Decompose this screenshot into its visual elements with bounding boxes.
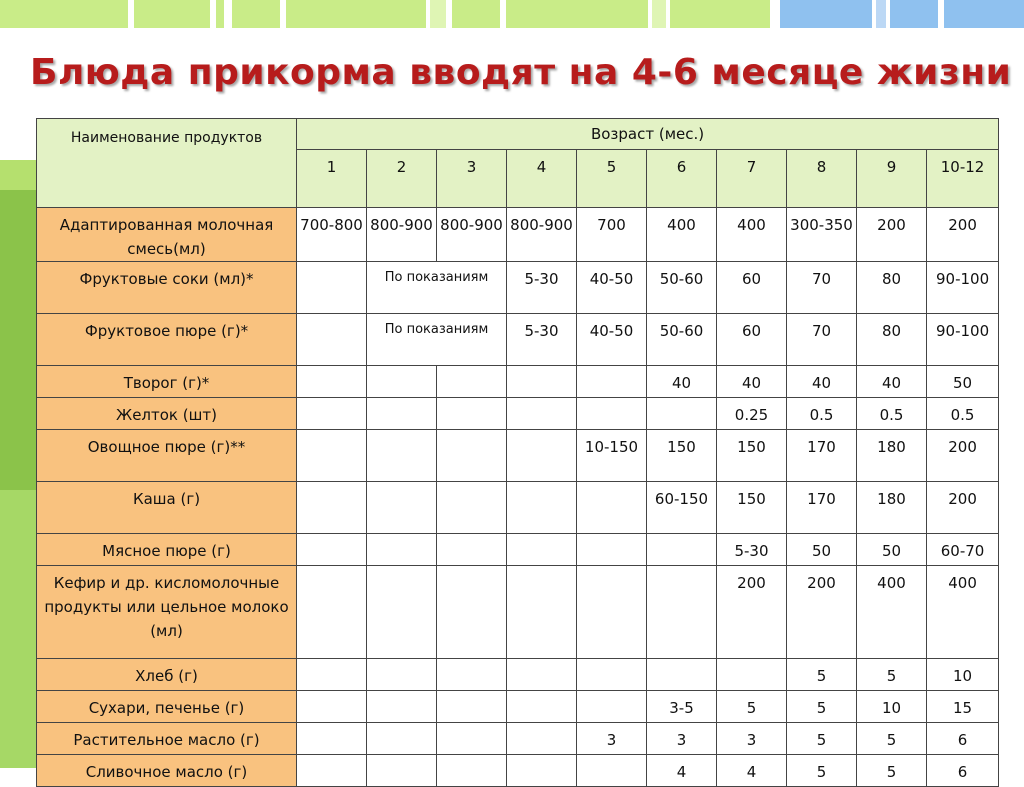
month-header: 6 (647, 150, 717, 208)
value-cell: 800-900 (437, 208, 507, 262)
feeding-table (36, 118, 999, 787)
value-cell (577, 398, 647, 430)
month-header: 9 (857, 150, 927, 208)
value-cell: 700 (577, 208, 647, 262)
left-strip-segment (0, 190, 36, 490)
top-bar-segment (430, 0, 446, 28)
value-cell: 3 (647, 723, 717, 755)
value-cell (437, 398, 507, 430)
month-header: 2 (367, 150, 437, 208)
value-cell: 15 (927, 691, 999, 723)
top-bar-segment (652, 0, 666, 28)
top-bar-segment (780, 0, 872, 28)
value-cell (367, 755, 437, 787)
value-cell: 5-30 (717, 534, 787, 566)
value-cell (437, 482, 507, 534)
value-cell: 200 (717, 566, 787, 659)
value-cell: 60 (717, 314, 787, 366)
value-cell: 5 (787, 691, 857, 723)
value-cell: 0.5 (787, 398, 857, 430)
table-row (37, 691, 999, 723)
value-cell: 5 (787, 659, 857, 691)
value-cell (507, 534, 577, 566)
value-cell: 10-150 (577, 430, 647, 482)
value-cell: 10 (857, 691, 927, 723)
product-name: Фруктовые соки (мл)* (37, 262, 297, 314)
value-cell: 170 (787, 430, 857, 482)
value-cell: 5 (717, 691, 787, 723)
value-cell: 0.25 (717, 398, 787, 430)
value-cell: 6 (927, 723, 999, 755)
value-cell (367, 366, 437, 398)
header-row-age (37, 119, 999, 150)
value-cell: 800-900 (367, 208, 437, 262)
top-bar-segment (0, 0, 128, 28)
table-row (37, 534, 999, 566)
value-cell: 70 (787, 314, 857, 366)
indication-cell: По показаниям (367, 314, 507, 366)
value-cell (507, 566, 577, 659)
value-cell: 40 (787, 366, 857, 398)
value-cell (437, 366, 507, 398)
value-cell: 700-800 (297, 208, 367, 262)
value-cell: 40-50 (577, 262, 647, 314)
value-cell: 60 (717, 262, 787, 314)
value-cell: 50 (857, 534, 927, 566)
table-row (37, 755, 999, 787)
month-header: 4 (507, 150, 577, 208)
value-cell (367, 534, 437, 566)
table-row (37, 262, 999, 314)
value-cell: 300-350 (787, 208, 857, 262)
product-name: Адаптированная молочная смесь(мл) (37, 208, 297, 262)
product-name: Творог (г)* (37, 366, 297, 398)
value-cell (577, 482, 647, 534)
month-header: 3 (437, 150, 507, 208)
value-cell (437, 534, 507, 566)
value-cell (437, 723, 507, 755)
value-cell (297, 534, 367, 566)
value-cell (647, 534, 717, 566)
table-row (37, 566, 999, 659)
top-bar-segment (216, 0, 224, 28)
value-cell: 200 (857, 208, 927, 262)
value-cell (367, 659, 437, 691)
product-name: Сухари, печенье (г) (37, 691, 297, 723)
table-row (37, 398, 999, 430)
value-cell (297, 482, 367, 534)
table-row (37, 430, 999, 482)
top-bar-segment (890, 0, 938, 28)
value-cell: 400 (717, 208, 787, 262)
value-cell (297, 566, 367, 659)
value-cell (577, 366, 647, 398)
value-cell: 200 (927, 482, 999, 534)
product-header: Наименование продуктов (37, 119, 297, 208)
value-cell (577, 534, 647, 566)
value-cell (437, 755, 507, 787)
left-decorative-strip (0, 160, 36, 768)
value-cell (367, 482, 437, 534)
left-strip-segment (0, 490, 36, 768)
left-strip-segment (0, 160, 36, 190)
value-cell (367, 566, 437, 659)
value-cell: 170 (787, 482, 857, 534)
value-cell: 40 (647, 366, 717, 398)
value-cell (437, 430, 507, 482)
value-cell: 150 (717, 482, 787, 534)
value-cell (297, 262, 367, 314)
value-cell: 5 (787, 755, 857, 787)
top-bar-segment (286, 0, 426, 28)
product-name: Сливочное масло (г) (37, 755, 297, 787)
value-cell: 40 (857, 366, 927, 398)
table-row (37, 482, 999, 534)
value-cell: 5 (857, 755, 927, 787)
value-cell (437, 691, 507, 723)
top-bar-segment (944, 0, 1024, 28)
table-row (37, 659, 999, 691)
value-cell: 200 (927, 430, 999, 482)
top-bar-segment (506, 0, 648, 28)
value-cell: 3-5 (647, 691, 717, 723)
value-cell: 3 (717, 723, 787, 755)
value-cell: 5 (857, 723, 927, 755)
product-name: Растительное масло (г) (37, 723, 297, 755)
value-cell (437, 566, 507, 659)
value-cell: 60-150 (647, 482, 717, 534)
value-cell: 180 (857, 482, 927, 534)
value-cell (297, 314, 367, 366)
value-cell (577, 566, 647, 659)
value-cell (647, 398, 717, 430)
value-cell: 70 (787, 262, 857, 314)
value-cell (507, 659, 577, 691)
value-cell (647, 659, 717, 691)
value-cell: 400 (927, 566, 999, 659)
value-cell: 5 (857, 659, 927, 691)
value-cell: 6 (927, 755, 999, 787)
value-cell (297, 366, 367, 398)
top-bar-segment (876, 0, 886, 28)
value-cell: 400 (647, 208, 717, 262)
product-name: Желток (шт) (37, 398, 297, 430)
value-cell (297, 691, 367, 723)
value-cell (507, 755, 577, 787)
value-cell: 800-900 (507, 208, 577, 262)
value-cell (367, 723, 437, 755)
value-cell (297, 755, 367, 787)
value-cell (367, 398, 437, 430)
product-name: Хлеб (г) (37, 659, 297, 691)
value-cell: 50 (927, 366, 999, 398)
value-cell (297, 430, 367, 482)
value-cell (367, 430, 437, 482)
product-name: Фруктовое пюре (г)* (37, 314, 297, 366)
value-cell: 50-60 (647, 262, 717, 314)
value-cell (507, 482, 577, 534)
value-cell (507, 723, 577, 755)
top-bar-segment (134, 0, 210, 28)
page-title: Блюда прикорма вводят на 4-6 месяце жизни (30, 52, 1012, 93)
month-header: 10-12 (927, 150, 999, 208)
value-cell: 50-60 (647, 314, 717, 366)
value-cell: 10 (927, 659, 999, 691)
value-cell: 200 (787, 566, 857, 659)
value-cell: 90-100 (927, 262, 999, 314)
value-cell (507, 691, 577, 723)
value-cell (577, 755, 647, 787)
product-name: Овощное пюре (г)** (37, 430, 297, 482)
value-cell: 0.5 (927, 398, 999, 430)
value-cell: 200 (927, 208, 999, 262)
value-cell: 40-50 (577, 314, 647, 366)
value-cell: 5-30 (507, 262, 577, 314)
value-cell: 50 (787, 534, 857, 566)
indication-cell: По показаниям (367, 262, 507, 314)
value-cell (577, 659, 647, 691)
value-cell: 40 (717, 366, 787, 398)
value-cell: 80 (857, 314, 927, 366)
value-cell (507, 366, 577, 398)
value-cell: 80 (857, 262, 927, 314)
value-cell (647, 566, 717, 659)
table-row (37, 314, 999, 366)
product-name: Кефир и др. кисломолочные продукты или цельное молоко (мл) (37, 566, 297, 659)
top-decorative-bar (0, 0, 1024, 28)
value-cell: 4 (647, 755, 717, 787)
top-bar-segment (452, 0, 500, 28)
value-cell (507, 430, 577, 482)
month-header: 5 (577, 150, 647, 208)
value-cell (297, 723, 367, 755)
table-row (37, 723, 999, 755)
month-header: 1 (297, 150, 367, 208)
value-cell: 3 (577, 723, 647, 755)
value-cell: 5 (787, 723, 857, 755)
value-cell (577, 691, 647, 723)
value-cell (297, 398, 367, 430)
value-cell: 0.5 (857, 398, 927, 430)
product-name: Мясное пюре (г) (37, 534, 297, 566)
value-cell (437, 659, 507, 691)
month-header: 8 (787, 150, 857, 208)
value-cell: 150 (647, 430, 717, 482)
value-cell (507, 398, 577, 430)
table-row (37, 208, 999, 262)
top-bar-segment (670, 0, 770, 28)
value-cell: 90-100 (927, 314, 999, 366)
value-cell: 180 (857, 430, 927, 482)
value-cell (367, 691, 437, 723)
month-header: 7 (717, 150, 787, 208)
value-cell: 4 (717, 755, 787, 787)
table-row (37, 366, 999, 398)
value-cell: 150 (717, 430, 787, 482)
top-bar-segment (232, 0, 280, 28)
table-body (37, 208, 999, 787)
value-cell: 60-70 (927, 534, 999, 566)
age-header: Возраст (мес.) (297, 119, 999, 150)
value-cell: 5-30 (507, 314, 577, 366)
product-name: Каша (г) (37, 482, 297, 534)
value-cell (717, 659, 787, 691)
value-cell (297, 659, 367, 691)
value-cell: 400 (857, 566, 927, 659)
